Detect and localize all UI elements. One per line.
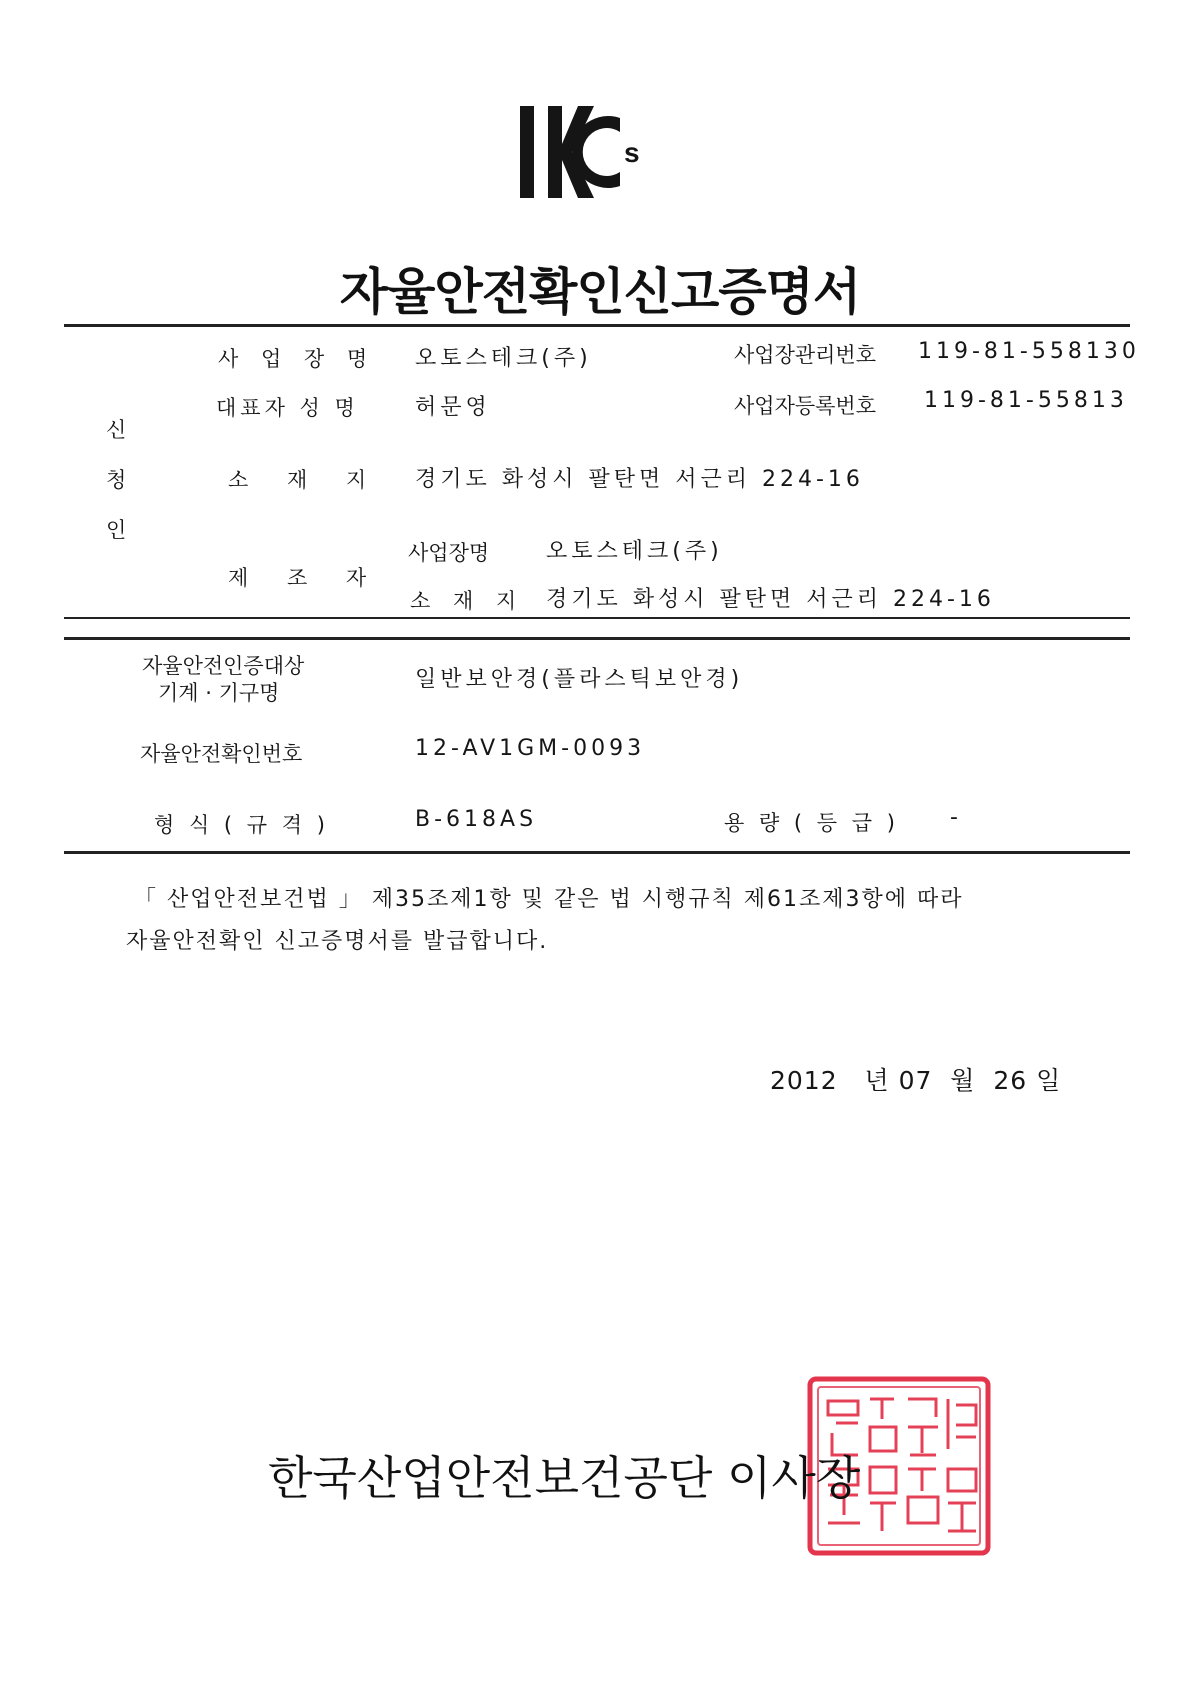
- statement-line-2: 자율안전확인 신고증명서를 발급합니다.: [126, 929, 549, 954]
- applicant-side-label-1: 신: [106, 418, 127, 442]
- model-label: 형 식 ( 규 격 ): [154, 813, 329, 837]
- capacity-label: 용 량 ( 등 급 ): [724, 811, 899, 835]
- representative-value: 허문영: [415, 395, 491, 420]
- business-name-label: 사 업 장 명: [218, 347, 376, 371]
- manufacturer-address-label: 소 재 지: [410, 589, 525, 613]
- representative-label: 대표자 성 명: [216, 396, 359, 420]
- svg-text:s: s: [624, 137, 640, 168]
- applicant-rule-2: [64, 637, 1130, 640]
- target-machine-label-1: 자율안전인증대상: [142, 654, 305, 678]
- date-year: 2012: [770, 1066, 838, 1095]
- applicant-side-label-2: 청: [106, 468, 127, 492]
- business-mgmt-no-value: 119-81-558130: [918, 339, 1140, 364]
- business-mgmt-no-label: 사업장관리번호: [734, 343, 877, 367]
- kcs-logo: [520, 102, 644, 202]
- address-value: 경기도 화성시 팔탄면 서근리 224-16: [415, 467, 864, 492]
- manufacturer-address-value: 경기도 화성시 팔탄면 서근리 224-16: [546, 587, 995, 612]
- manufacturer-name-label: 사업장명: [408, 541, 490, 565]
- statement-line-1: 「 산업안전보건법 」 제35조제1항 및 같은 법 시행규칙 제61조제3항에 따라: [134, 887, 964, 912]
- date-month-unit: 월: [950, 1066, 976, 1095]
- applicant-side-label-3: 인: [106, 518, 127, 542]
- issuer-name: 한국산업안전보건공단 이사장: [268, 1451, 861, 1505]
- manufacturer-name-value: 오토스테크(주): [546, 539, 723, 564]
- product-bottom-rule: [64, 851, 1130, 854]
- target-machine-label-2: 기계 · 기구명: [158, 681, 280, 705]
- date-day: 26: [993, 1066, 1028, 1095]
- date-day-unit: 일: [1036, 1066, 1062, 1095]
- manufacturer-label: 제 조 자: [228, 566, 383, 590]
- top-rule: [64, 324, 1130, 327]
- business-name-value: 오토스테크(주): [415, 346, 592, 371]
- confirm-no-label: 자율안전확인번호: [140, 742, 303, 766]
- business-reg-no-label: 사업자등록번호: [734, 394, 877, 418]
- address-label: 소 재 지: [228, 468, 383, 492]
- date-month: 07: [898, 1066, 933, 1095]
- issue-date: [770, 1061, 1061, 1097]
- confirm-no-value: 12-AV1GM-0093: [415, 736, 646, 761]
- business-reg-no-value: 119-81-55813: [924, 388, 1128, 413]
- capacity-value: -: [950, 805, 958, 830]
- model-value: B-618AS: [415, 807, 538, 832]
- applicant-rule-1: [64, 617, 1130, 619]
- date-year-unit: 년: [864, 1066, 890, 1095]
- target-machine-value: 일반보안경(플라스틱보안경): [415, 667, 744, 692]
- document-title: 자율안전확인신고증명서: [339, 263, 861, 321]
